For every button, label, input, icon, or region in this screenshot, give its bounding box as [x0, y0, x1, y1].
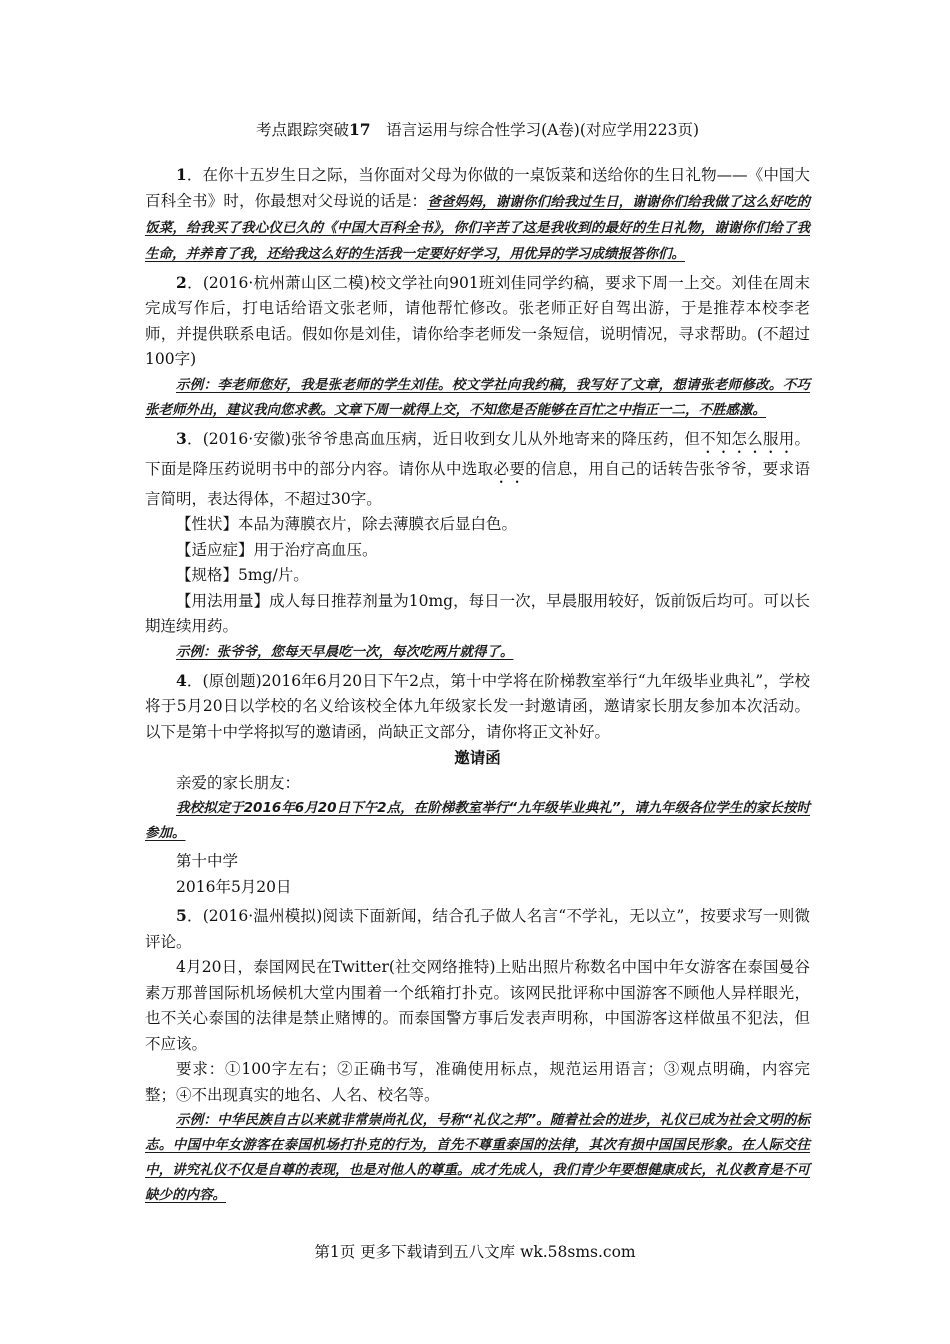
- question-3-emphasis-a: 不知怎么服用: [700, 429, 795, 448]
- question-5: [145, 903, 810, 955]
- question-1-text: ．在你十五岁生日之际，当你面对父母为你做的一桌饭菜和送给你的生日礼物——《中国大百科全书》时，你最想对父母说的话是：: [145, 166, 810, 210]
- title-prefix: 考点跟踪突破: [255, 121, 349, 139]
- question-3-text-a: ．(2016·安徽)张爷爷患高血压病，近日收到女儿从外地寄来的降压药，但: [186, 429, 701, 448]
- document-page: [145, 118, 810, 1208]
- question-4-number: 4: [176, 670, 187, 690]
- page-title: [145, 118, 810, 140]
- question-3-emphasis-b: 必要: [493, 459, 526, 478]
- question-3: [145, 426, 810, 513]
- title-number: 17: [348, 120, 371, 139]
- question-4: [145, 668, 810, 746]
- question-5-number: 5: [176, 906, 187, 925]
- drug-spec-line: 【规格】5mg/片。: [176, 566, 309, 584]
- question-3-number: 3: [176, 428, 187, 448]
- question-3-text-c: 的信息，用自己的话转告张爷爷，要求语言简明，表达得体，不超过30字。: [145, 459, 810, 508]
- question-2-text: ．(2016·杭州萧山区二模)校文学社向901班刘佳同学约稿，要求下周一上交。刘佳在周末完成写作后，打电话给语文张老师，请他帮忙修改。张老师正好自驾出游，于是推荐本校李老师，并提供联系电话。假如你是刘佳，请你给李老师发一条短信，说明情况，寻求帮助。(不超过100字): [145, 273, 810, 368]
- letter-date: 2016年5月20日: [176, 877, 292, 896]
- letter-signature: 第十中学: [176, 852, 239, 870]
- title-rest: 语言运用与综合性学习(A卷)(对应学用223页): [386, 121, 700, 139]
- drug-spec-line: 【适应症】用于治疗高血压。: [176, 540, 378, 559]
- question-2: [145, 270, 810, 373]
- drug-spec-line: 【用法用量】成人每日推荐剂量为10mg，每日一次，早晨服用较好，饭前饭后均可。可以长期连续用药。: [145, 591, 810, 635]
- news-passage: 4月20日，泰国网民在Twitter(社交网络推特)上贴出照片称数名中国中年女游客在泰国曼谷素万那普国际机场候机大堂内围着一个纸箱打扑克。该网民批评称中国游客不顾他人异样眼光，也不关心泰国的法律是禁止赌博的。而泰国警方事后发表声明称，中国游客这样做虽不犯法，但不应该。: [145, 958, 810, 1053]
- question-2-answer: 示例：李老师您好，我是张老师的学生刘佳。校文学社向我约稿，我写好了文章，想请张老师修改。不巧张老师外出，建议我向您求教。文章下周一就得上交，不知您是否能够在百忙之中指正一二，不胜感激。: [145, 376, 810, 418]
- question-1-answer: 爸爸妈妈，谢谢你们给我过生日，谢谢你们给我做了这么好吃的饭菜，给我买了我心仪已久的《中国大百科全书》，你们辛苦了这是我收到的最好的生日礼物，谢谢你们给了我生命，并养育了我，还给我这么好的生活我一定要好好学习，用优异的学习成绩报答你们。: [145, 193, 810, 262]
- question-1-number: 1: [176, 165, 187, 184]
- question-5-answer: 示例：中华民族自古以来就非常崇尚礼仪，号称“礼仪之邦”。随着社会的进步，礼仪已成为社会文明的标志。中国中年女游客在泰国机场打扑克的行为，首先不尊重泰国的法律，其次有损中国国民形象。在人际交往中，讲究礼仪不仅是自尊的表现，也是对他人的尊重。成才先成人，我们青少年要想健康成长，礼仪教育是不可缺少的内容。: [145, 1112, 810, 1203]
- question-4-text: ．(原创题)2016年6月20日下午2点，第十中学将在阶梯教室举行“九年级毕业典礼”，学校将于5月20日以学校的名义给该校全体九年级家长发一封邀请函，邀请家长朋友参加本次活动。以下是第十中学将拟写的邀请函，尚缺正文部分，请你将正文补好。: [145, 671, 810, 741]
- question-5-requirement: 要求：①100字左右；②正确书写，准确使用标点，规范运用语言；③观点明确，内容完整；④不出现真实的地名、人名、校名等。: [145, 1060, 810, 1104]
- question-2-number: 2: [176, 272, 187, 292]
- drug-spec-line: 【性状】本品为薄膜衣片，除去薄膜衣后显白色。: [176, 515, 518, 533]
- question-3-answer: 示例：张爷爷，您每天早晨吃一次，每次吃两片就得了。: [176, 643, 514, 660]
- question-1: [145, 162, 810, 267]
- question-4-answer: 我校拟定于2016年6月20日下午2点，在阶梯教室举行“九年级毕业典礼”，请九年级各位学生的家长按时参加。: [145, 800, 810, 841]
- letter-title: 邀请函: [454, 748, 501, 767]
- question-3-text-b: 。下面是降压药说明书中的部分内容。请你从中选取: [145, 429, 810, 478]
- page-footer: 第1页 更多下载请到五八文库 wk.58sms.com: [314, 1243, 636, 1261]
- question-5-text: ．(2016·温州模拟)阅读下面新闻，结合孔子做人名言“不学礼，无以立”，按要求写一则微评论。: [145, 907, 810, 951]
- letter-greeting: 亲爱的家长朋友：: [176, 773, 301, 792]
